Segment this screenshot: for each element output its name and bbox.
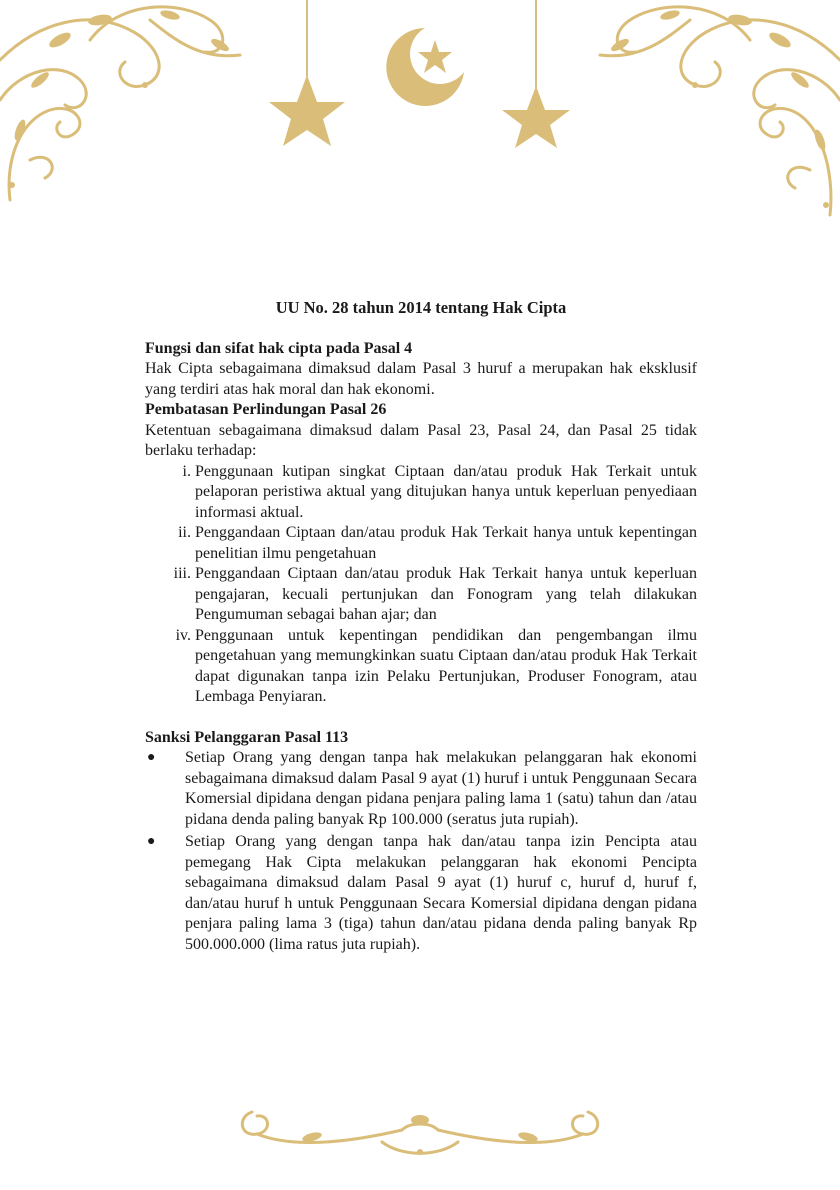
list-item-text: Penggandaan Ciptaan dan/atau produk Hak Terkait hanya untuk keperluan pengajaran, kecuali pertunjukan dan Fonogram yang telah dilakukan Pengumuman sebagai bahan ajar; dan	[195, 565, 697, 623]
list-item	[145, 462, 697, 524]
page-title: UU No. 28 tahun 2014 tentang Hak Cipta	[275, 298, 567, 317]
section-intro-pembatasan: Ketentuan sebagaimana dimaksud dalam Pasal 23, Pasal 24, dan Pasal 25 tidak berlaku terhadap:	[145, 421, 697, 459]
section-body-fungsi: Hak Cipta sebagaimana dimaksud dalam Pasal 3 huruf a merupakan hak eksklusif yang terdiri atas hak moral dan hak ekonomi.	[145, 360, 697, 398]
list-item-number: ii.	[178, 524, 191, 541]
section-heading-fungsi: Fungsi dan sifat hak cipta pada Pasal 4	[145, 339, 413, 357]
list-item-text: Penggunaan untuk kepentingan pendidikan dan pengembangan ilmu pengetahuan yang memungkinkan suatu Ciptaan dan/atau produk Hak Terkait dapat digunakan tanpa izin Pelaku Pertunjukan, Produser Fonogram, atau Lembaga Penyiaran.	[195, 626, 697, 705]
list-item	[145, 523, 697, 564]
scroll-divider-ornament	[232, 1092, 608, 1162]
list-item-number: iii.	[173, 565, 191, 582]
list-item	[145, 832, 697, 955]
bullet-icon: ●	[147, 834, 156, 849]
bullet-list	[145, 748, 697, 955]
section-spacer	[145, 708, 697, 728]
list-item	[145, 748, 697, 830]
floral-corner-ornament	[0, 0, 250, 210]
document-body	[145, 298, 697, 957]
list-item-text: Setiap Orang yang dengan tanpa hak dan/atau tanpa izin Pencipta atau pemegang Hak Cipta melakukan pelanggaran hak ekonomi Pencipta sebagaimana dimaksud dalam Pasal 9 ayat (1) huruf c, huruf d, huruf f, dan/atau huruf h untuk Penggunaan Secara Komersial dipidana dengan pidana penjara paling lama 3 (tiga) tahun dan/atau pidana denda paling banyak Rp 500.000.000 (lima ratus juta rupiah).	[185, 833, 697, 953]
list-item-text: Setiap Orang yang dengan tanpa hak melakukan pelanggaran hak ekonomi sebagaimana dimaksud dalam Pasal 9 ayat (1) huruf i untuk Penggunaan Secara Komersial dipidana dengan pidana penjara paling lama 1 (satu) tahun dan /atau pidana denda paling banyak Rp 100.000 (seratus juta rupiah).	[185, 749, 697, 828]
list-item-number: iv.	[175, 626, 191, 644]
roman-numeral-list	[145, 462, 697, 708]
section-heading-pembatasan: Pembatasan Perlindungan Pasal 26	[145, 401, 387, 418]
list-item-number: i.	[182, 462, 191, 480]
crescent-moon-icon	[380, 22, 470, 112]
section-heading-sanksi: Sanksi Pelanggaran Pasal 113	[145, 728, 349, 746]
list-item	[145, 626, 697, 708]
bullet-icon: ●	[147, 750, 156, 765]
list-item	[145, 564, 697, 626]
star-icon	[262, 0, 352, 150]
star-icon	[496, 0, 576, 150]
floral-corner-ornament	[590, 0, 840, 220]
list-item-text: Penggunaan kutipan singkat Ciptaan dan/atau produk Hak Terkait untuk pelaporan peristiwa aktual yang ditujukan hanya untuk keperluan penyediaan informasi aktual.	[195, 462, 697, 521]
list-item-text: Penggandaan Ciptaan dan/atau produk Hak Terkait hanya untuk kepentingan penelitian ilmu pengetahuan	[195, 524, 697, 562]
